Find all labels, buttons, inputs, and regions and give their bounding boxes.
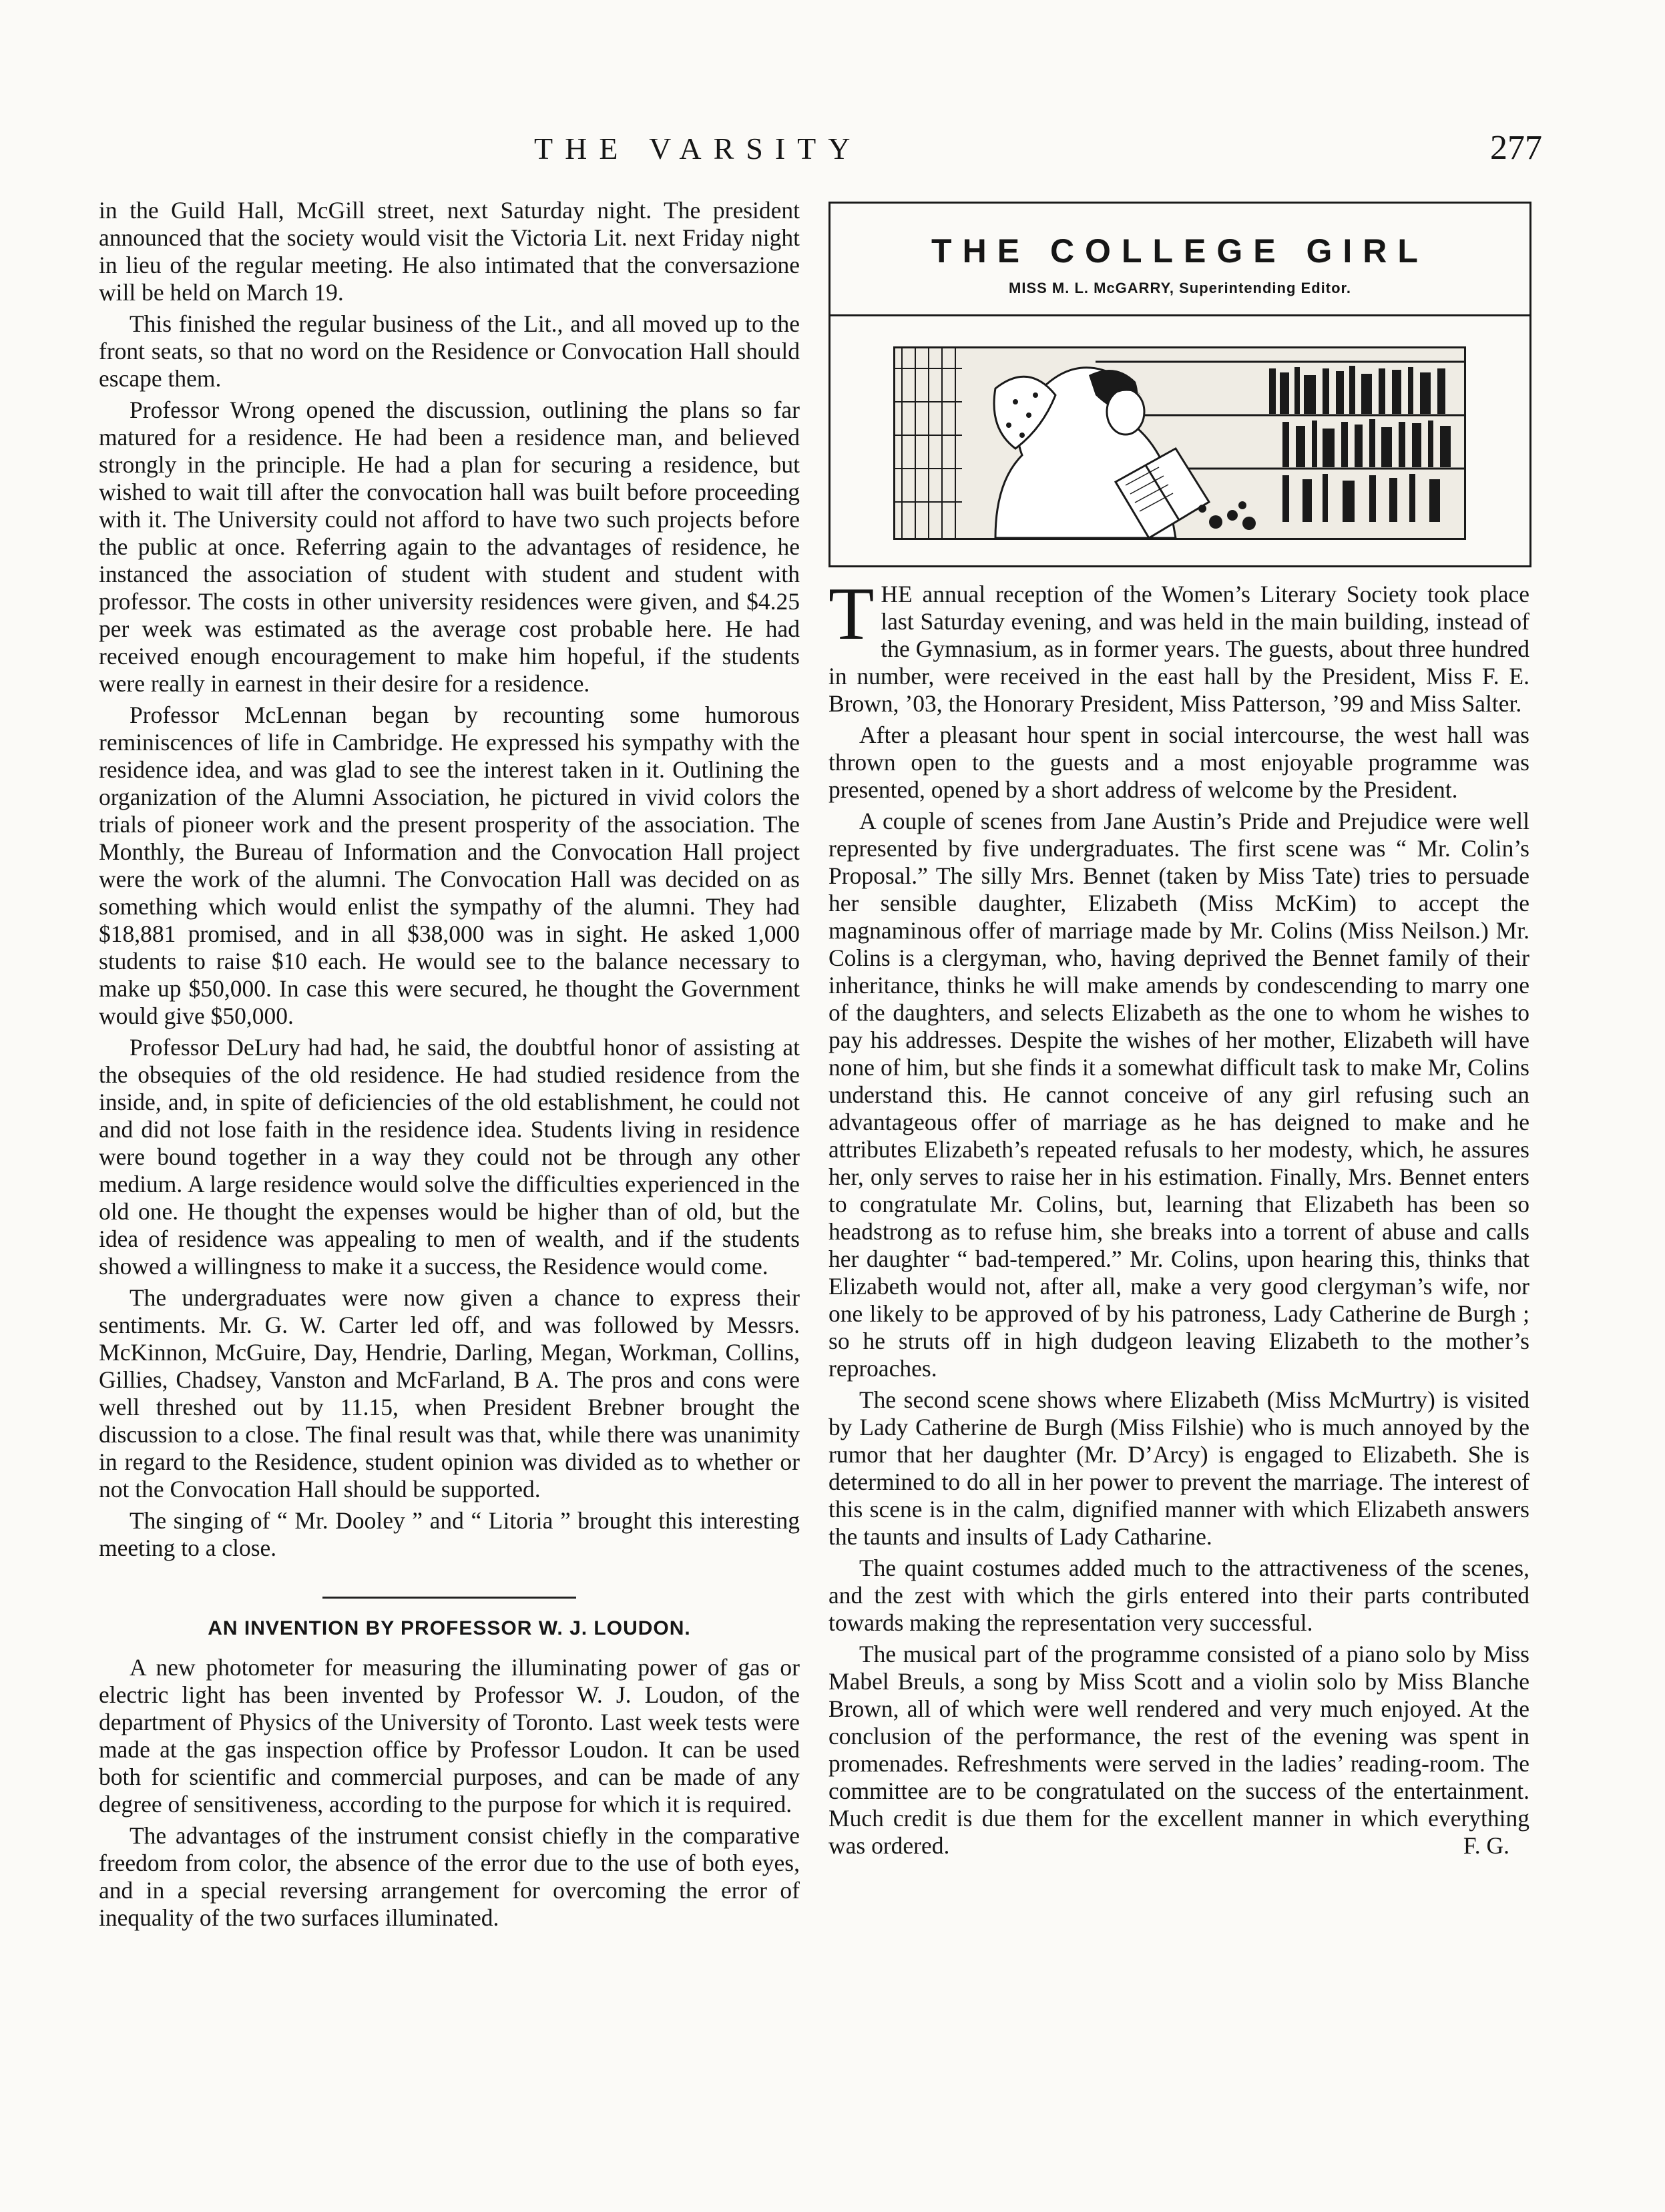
woman-reading-icon [895, 348, 1464, 538]
article-paragraph: Professor DeLury had had, he said, the doubtful honor of assisting at the obsequies of the old residence. He had studied residence from the inside, and, in spite of deficiencies of the old establishment, he could not and did not lose faith in the residence idea. Students living in residence were bound together in a way they could not be through any other medium. A large residence would solve the difficulties experienced in the old one. He thought the expenses would be higher than of old, but the idea of residence was appealing to men of wealth, and if the students showed a willingness to make it a success, the Residence would come. [99, 1034, 800, 1280]
college-girl-editor: MISS M. L. McGARRY, Superintending Editor. [1009, 280, 1351, 296]
right-column [828, 573, 1529, 1864]
article-paragraph: Professor McLennan began by recounting some humorous reminiscences of life in Cambridge. He expressed his sympathy with the residence idea, and was glad to see the interest taken in it. Outlining the organization of the Alumni Association, he pictured in vivid colors the trials of pioneer work and the present prosperity of the association. The Monthly, the Bureau of Information and the Convocation Hall project were the work of the alumni. The Convocation Hall was decided on as something which would enlist the sympathy of the alumni. They had $18,881 promised, and in all $38,000 was in sight. He asked 1,000 students to raise $10 each. He would see to the balance necessary to make up $50,000. In case this were secured, he thought the Government would give $50,000. [99, 702, 800, 1029]
author-signature: F. G. [1463, 1832, 1509, 1859]
article-paragraph: The undergraduates were now given a chance to express their sentiments. Mr. G. W. Carter led off, and was followed by Messrs. McKinnon, McGuire, Day, Hendrie, Darling, Megan, Workman, Collins, Gillies, Chadsey, Vanston and McFarland, B A. The pros and cons were well threshed out by 11.15, when President Brebner brought the discussion to a close. The final result was that, while there was unanimity in regard to the Residence, student opinion was divided as to whether or not the Convocation Hall should be supported. [99, 1284, 800, 1502]
article-paragraph: Professor Wrong opened the discussion, outlining the plans so far matured for a residence. He had been a residence man, and believed strongly in the principle. He had a plan for securing a residence, but wished to wait till after the convocation hall was built before proceeding with it. The University could not afford to have two such projects before the public at once. Referring again to the advantages of residence, he instanced the association of student with student and student with professor. The costs in other university residences were given, and $4.25 per week was estimated as the average cost probable here. He had received enough encouragement to make him hopeful, if the students were really in earnest in their desire for a residence. [99, 396, 800, 697]
college-girl-title: THE COLLEGE GIRL [931, 232, 1429, 270]
article-paragraph: This finished the regular business of the Lit., and all moved up to the front seats, so that no word on the Residence or Convocation Hall should escape them. [99, 310, 800, 392]
college-girl-box [828, 202, 1531, 567]
drop-cap: T [828, 573, 875, 655]
article-paragraph: A new photometer for measuring the illuminating power of gas or electric light has been invented by Professor W. J. Loudon, of the department of Physics of the University of Toronto. Last week tests were made at the gas inspection office by Professor Loudon. It can be used both for scientific and commercial purposes, and can be made of any degree of sensitiveness, according to the purpose for which it is required. [99, 1654, 800, 1818]
box-divider [830, 314, 1529, 316]
article-paragraph-text: The musical part of the programme consisted of a piano solo by Miss Mabel Breuls, a song by Miss Scott and a violin solo by Miss Blanche Brown, all of which were well rendered and very much enjoyed. At the conclusion of the performance, the rest of the evening was spent in promenades. Refreshments were served in the ladies’ reading-room. The committee are to be congratulated on the success of the entertainment. Much credit is due them for the excellent manner in which everything was ordered. [828, 1641, 1529, 1859]
section-heading: AN INVENTION BY PROFESSOR W. J. LOUDON. [208, 1617, 691, 1639]
opening-paragraph-text: HE annual reception of the Women’s Literary Society took place last Saturday evening, and was held in the main building, instead of the Gymnasium, as in former years. The guests, about three hundred in number, were received in the east hall by the President, Miss F. E. Brown, ’03, the Honorary President, Miss Patterson, ’99 and Miss Salter. [828, 581, 1529, 717]
article-paragraph-opening [828, 573, 1529, 718]
article-paragraph: in the Guild Hall, McGill street, next Saturday night. The president announced that the society would visit the Victoria Lit. next Friday night in lieu of the regular meeting. He also intimated that the conversazione will be held on March 19. [99, 197, 800, 306]
woman-reading-book-illustration [893, 346, 1466, 540]
article-paragraph: The quaint costumes added much to the attractiveness of the scenes, and the zest with which the girls entered into their parts contributed towards making the representation very successful. [828, 1555, 1529, 1636]
article-paragraph: After a pleasant hour spent in social intercourse, the west hall was thrown open to the guests and a most enjoyable programme was presented, opened by a short address of welcome by the President. [828, 722, 1529, 803]
page-number: 277 [1490, 129, 1542, 167]
article-paragraph: The singing of “ Mr. Dooley ” and “ Litoria ” brought this interesting meeting to a close. [99, 1507, 800, 1561]
article-paragraph: A couple of scenes from Jane Austin’s Pride and Prejudice were well represented by five undergraduates. The first scene was “ Mr. Colin’s Proposal.” The silly Mrs. Bennet (taken by Miss Tate) tries to persuade her sensible daughter, Elizabeth (Miss McKim) to accept the magnaminous offer of marriage made by Mr. Colins (Miss Neilson.) Mr. Colins is a clergyman, who, having deprived the Bennet family of their inheritance, thinks he will make amends by condescending to marry one of the daughters, and selects Elizabeth as the one to whom he wishes to pay his addresses. Despite the wishes of her mother, Elizabeth will have none of him, but she finds it a somewhat difficult task to make Mr, Colins understand this. He cannot conceive of any girl refusing such an advantageous offer of marriage as he has deigned to make and he attributes Elizabeth’s repeated refusals to her modesty, which, he assures her, only serves to raise her in his estimation. Finally, Mrs. Bennet enters to congratulate Mr. Colins, but, learning that Elizabeth has been so headstrong as to refuse him, she breaks into a torrent of abuse and calls her daughter “ bad-tempered.” Mr. Colins, upon hearing this, thinks that Elizabeth would not, after all, make a very good clergyman’s wife, nor one likely to be approved of by his patroness, Lady Catherine de Burgh ; so he struts off in high dudgeon leaving Elizabeth to the mother’s reproaches. [828, 808, 1529, 1382]
article-paragraph: The advantages of the instrument consist chiefly in the comparative freedom from color, the absence of the error due to the use of both eyes, and in a special reversing arrangement for overcoming the error of inequality of the two surfaces illuminated. [99, 1822, 800, 1931]
section-divider [322, 1597, 576, 1599]
article-paragraph: The second scene shows where Elizabeth (Miss McMurtry) is visited by Lady Catherine de Burgh (Miss Filshie) who is much annoyed by the rumor that her daughter (Mr. D’Arcy) is engaged to Elizabeth. She is determined to do all in her power to prevent the marriage. The interest of this scene is in the calm, dignified manner with which Elizabeth answers the taunts and insults of Lady Catharine. [828, 1386, 1529, 1550]
page-header-title: THE VARSITY [534, 131, 863, 166]
left-column [99, 197, 800, 1936]
article-paragraph [828, 1641, 1529, 1860]
